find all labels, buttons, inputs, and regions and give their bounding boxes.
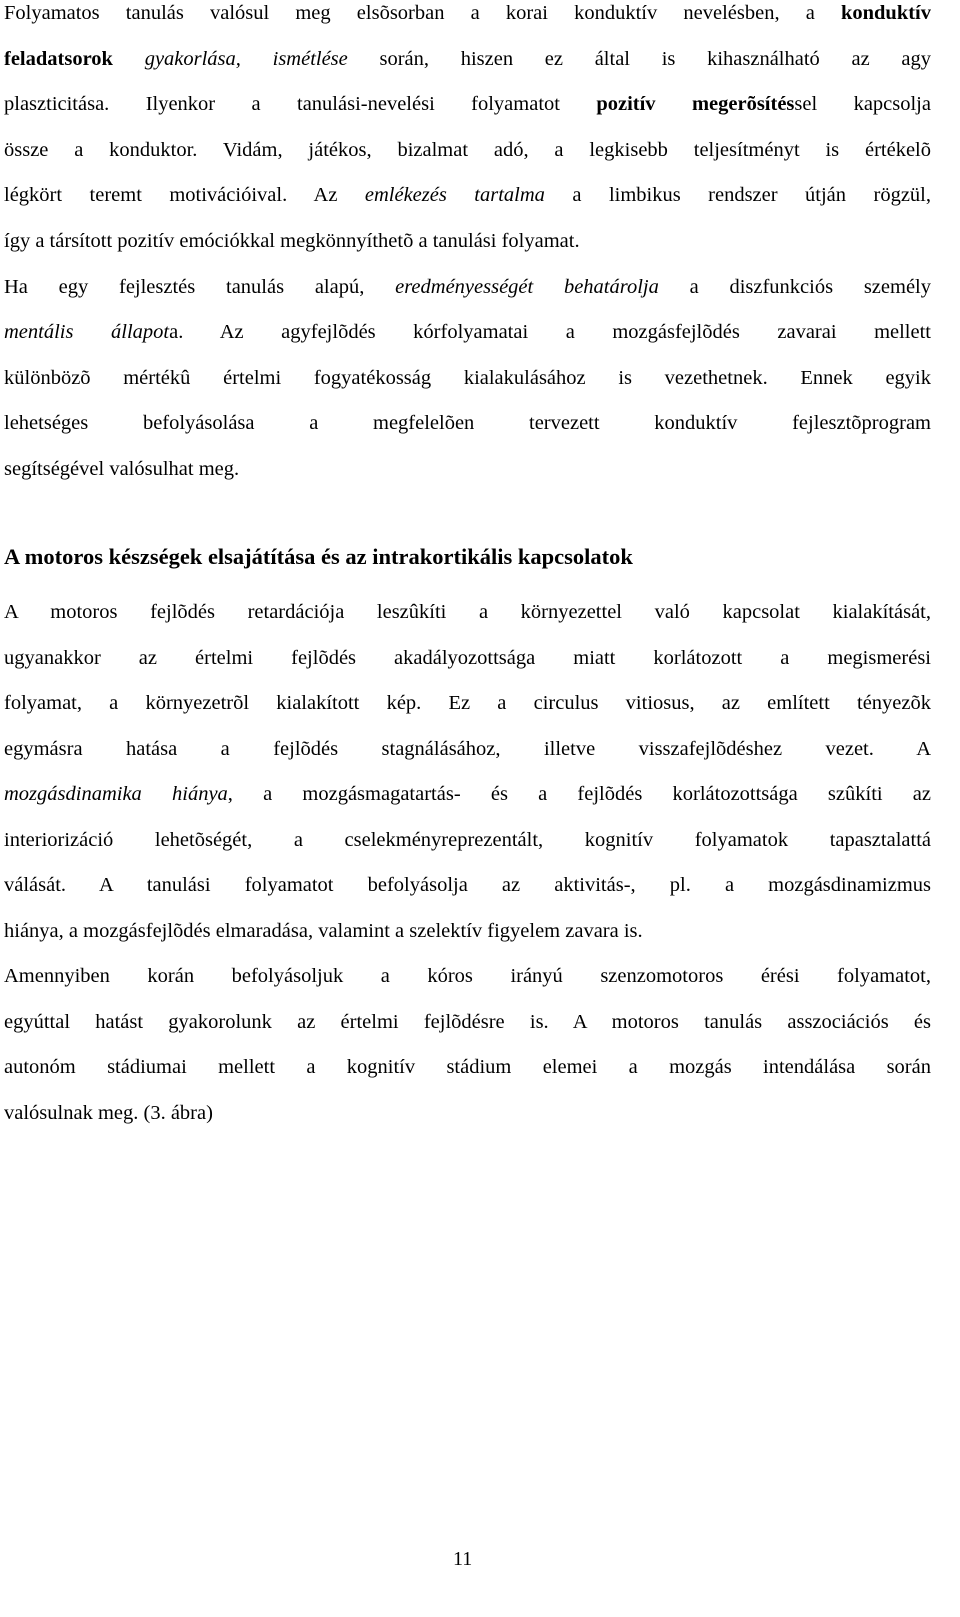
bold-text: feladatsorok <box>4 47 113 70</box>
text-run: plaszticitása. Ilyenkor a tanulási-nevelési folyamatot <box>4 93 597 116</box>
text-run: össze a konduktor. Vidám, játékos, bizalmat adó, a legkisebb teljesítményt is értékelõ <box>4 138 931 161</box>
text-run: egymásra hatása a fejlõdés stagnálásához, illetve visszafejlõdéshez vezet. A <box>4 737 931 760</box>
text-line <box>4 870 931 900</box>
text-run: Amennyiben korán befolyásoljuk a kóros irányú szenzomotoros érési folyamatot, <box>4 965 931 987</box>
text-run: autonóm stádiumai mellett a kognitív stádium elemei a mozgás intendálása során <box>4 1056 931 1078</box>
text-run: a diszfunkciós személy <box>658 275 931 298</box>
text-run: így a társított pozitív emóciókkal megkönnyíthetõ a tanulási folyamat. <box>4 230 580 252</box>
text-run: során, hiszen ez által is kihasználható az agy <box>347 47 932 70</box>
text-line <box>4 734 931 764</box>
text-line <box>4 180 931 210</box>
text-line <box>4 1098 931 1128</box>
italic-text: emlékezés tartalma <box>364 184 545 207</box>
text-run: Ha egy fejlesztés tanulás alapú, <box>4 275 396 298</box>
bold-text: pozitív megerõsítés <box>596 93 795 116</box>
text-run: folyamat, a környezetrõl kialakított kép. Ez a circulus vitiosus, az említett tényezõk <box>4 692 931 714</box>
text-run: egyúttal hatást gyakorolunk az értelmi fejlõdésre is. A motoros tanulás asszociációs és <box>4 1010 931 1033</box>
text-line <box>4 825 931 855</box>
text-line <box>4 272 931 302</box>
section-heading: A motoros készségek elsajátítása és az intrakortikális kapcsolatok <box>4 544 633 569</box>
text-line <box>4 643 931 673</box>
italic-text: eredményességét behatárolja <box>395 275 659 298</box>
text-run: interiorizáció lehetõségét, a cselekményreprezentált, kognitív folyamatok tapasztalattá <box>4 828 931 851</box>
text-line <box>4 688 931 718</box>
text-run: légkört teremt motivációival. Az <box>4 184 365 207</box>
text-run: lehetséges befolyásolása a megfelelõen tervezett konduktív fejlesztõprogram <box>4 412 931 435</box>
text-run: valósulnak meg. (3. ábra) <box>4 1101 213 1124</box>
text-run: válását. A tanulási folyamatot befolyásolja az aktivitás-, pl. a mozgásdinamizmus <box>4 874 931 896</box>
text-line <box>4 1052 931 1082</box>
text-run: segítségével valósulhat meg. <box>4 458 240 480</box>
text-line <box>4 44 931 74</box>
text-line <box>4 363 931 393</box>
text-line <box>4 779 931 809</box>
text-line <box>4 916 931 946</box>
text-run: A motoros fejlõdés retardációja leszûkíti a környezettel való kapcsolat kialakítását, <box>4 601 931 623</box>
text-line <box>4 961 931 991</box>
text-line <box>4 317 931 347</box>
text-run: , a mozgásmagatartás- és a fejlõdés korlátozottsága szûkíti az <box>227 783 931 805</box>
text-line <box>4 1007 931 1037</box>
text-line <box>4 0 931 28</box>
bold-text: konduktív <box>840 2 931 24</box>
italic-text: gyakorlása, ismétlése <box>144 47 348 70</box>
text-line <box>4 454 931 484</box>
italic-text: mentális állapot <box>4 321 170 344</box>
text-run: a limbikus rendszer útján rögzül, <box>544 184 931 207</box>
text-line <box>4 226 931 256</box>
text-run: Folyamatos tanulás valósul meg elsõsorban a korai konduktív nevelésben, a <box>4 2 841 24</box>
text-run <box>113 48 145 70</box>
text-run: különbözõ mértékû értelmi fogyatékosság kialakulásához is vezethetnek. Ennek egyik <box>4 366 931 389</box>
italic-text: mozgásdinamika hiánya <box>4 783 228 805</box>
text-line <box>4 597 931 627</box>
text-line <box>4 408 931 438</box>
text-line <box>4 135 931 165</box>
text-run: hiánya, a mozgásfejlõdés elmaradása, valamint a szelektív figyelem zavara is. <box>4 919 643 942</box>
text-run: sel kapcsolja <box>794 93 931 116</box>
text-run: ugyanakkor az értelmi fejlõdés akadályozottsága miatt korlátozott a megismerési <box>4 646 931 669</box>
text-line <box>4 89 931 119</box>
page-number: 11 <box>453 1548 473 1570</box>
text-run: a. Az agyfejlõdés kórfolyamatai a mozgásfejlõdés zavarai mellett <box>169 321 931 344</box>
